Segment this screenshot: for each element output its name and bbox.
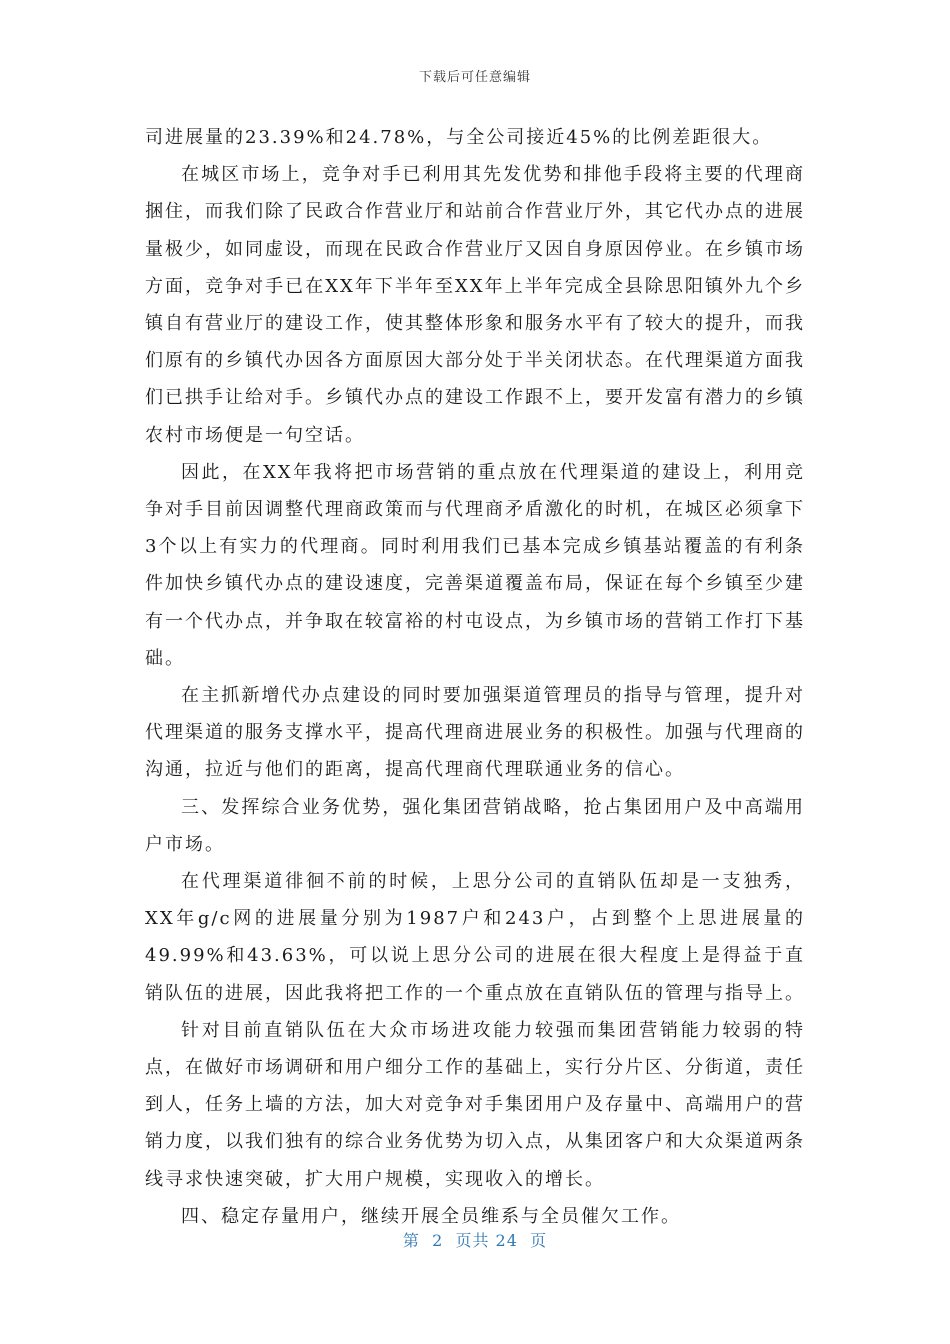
paragraph: 在代理渠道徘徊不前的时候，上思分公司的直销队伍却是一支独秀，XX年g/c网的进展量分别为1987户和243户，占到整个上思进展量的49.99%和43.63%，可以说上思分公司的进展在很大程度上是得益于直销队伍的进展，因此我将把工作的一个重点放在直销队伍的管理与指导上。 <box>145 871 805 1004</box>
paragraph: 在主抓新增代办点建设的同时要加强渠道管理员的指导与管理，提升对代理渠道的服务支撑水平，提高代理商进展业务的积极性。加强与代理商的沟通，拉近与他们的距离，提高代理商代理联通业务的信心。 <box>145 685 805 781</box>
section-heading: 三、发挥综合业务优势，强化集团营销战略，抢占集团用户及中高端用户市场。 <box>145 796 805 855</box>
paragraph: 针对目前直销队伍在大众市场进攻能力较强而集团营销能力较弱的特点，在做好市场调研和用户细分工作的基础上，实行分片区、分街道，责任到人，任务上墙的方法，加大对竞争对手集团用户及存量中、高端用户的营销力度，以我们独有的综合业务优势为切入点，从集团客户和大众渠道两条线寻求快速突破，扩大用户规模，实现收入的增长。 <box>145 1019 805 1190</box>
page-number-footer: 第 2 页共 24 页 <box>402 1231 548 1250</box>
paragraph: 因此，在XX年我将把市场营销的重点放在代理渠道的建设上，利用竞争对手目前因调整代理商政策而与代理商矛盾激化的时机，在城区必须拿下3个以上有实力的代理商。同时利用我们已基本完成乡镇基站覆盖的有利条件加快乡镇代办点的建设速度，完善渠道覆盖布局，保证在每个乡镇至少建有一个代办点，并争取在较富裕的村屯设点，为乡镇市场的营销工作打下基础。 <box>145 461 805 669</box>
section-heading: 四、稳定存量用户，继续开展全员维系与全员催欠工作。 <box>181 1205 681 1227</box>
page-header-note: 下载后可任意编辑 <box>418 70 531 85</box>
body-text <box>145 119 805 1235</box>
paragraph-continuation: 司进展量的23.39%和24.78%，与全公司接近45%的比例差距很大。 <box>145 127 773 148</box>
paragraph: 在城区市场上，竞争对手已利用其先发优势和排他手段将主要的代理商捆住，而我们除了民政合作营业厅和站前合作营业厅外，其它代办点的进展量极少，如同虚设，而现在民政合作营业厅又因自身原因停业。在乡镇市场方面，竞争对手已在XX年下半年至XX年上半年完成全县除思阳镇外九个乡镇自有营业厅的建设工作，使其整体形象和服务水平有了较大的提升，而我们原有的乡镇代办因各方面原因大部分处于半关闭状态。在代理渠道方面我们已拱手让给对手。乡镇代办点的建设工作跟不上，要开发富有潜力的乡镇农村市场便是一句空话。 <box>145 164 805 446</box>
